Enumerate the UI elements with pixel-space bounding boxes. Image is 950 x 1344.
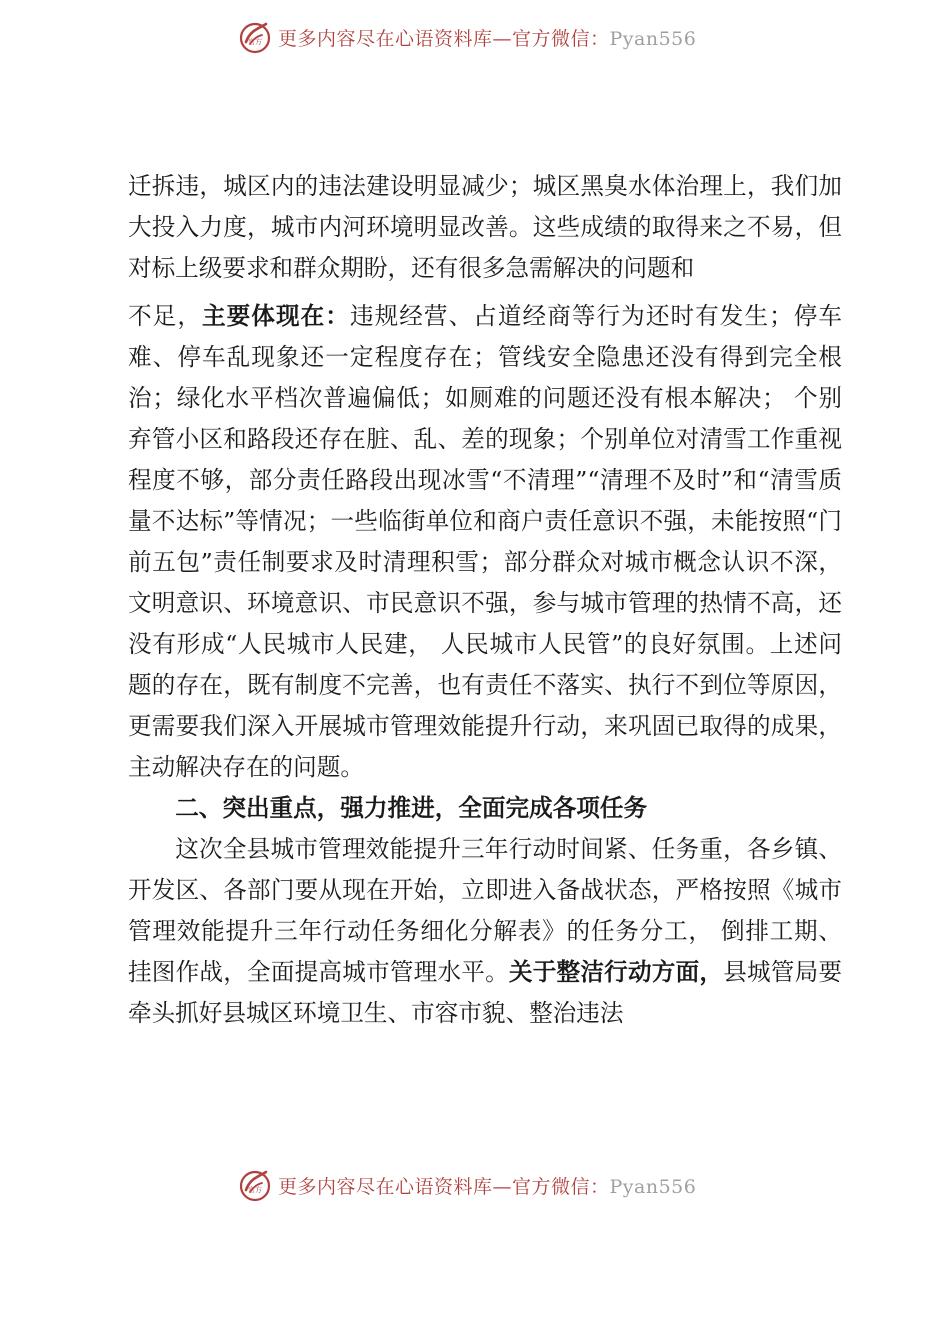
footer-watermark: [238, 1168, 696, 1202]
paragraph-tasks: [128, 829, 842, 1034]
library-logo-icon: [238, 20, 272, 54]
problems-lead: 不足，: [128, 302, 202, 330]
paragraph-problems: [128, 296, 842, 788]
tasks-bold-label: 关于整洁行动方面，: [508, 958, 724, 986]
svg-text:官方: 官方: [248, 1186, 262, 1194]
header-watermark: [238, 20, 696, 54]
section-heading-2: 二、突出重点，强力推进，全面完成各项任务: [175, 794, 648, 822]
watermark-wechat-id: Pyan556: [609, 1175, 697, 1198]
library-logo-icon: [238, 1168, 272, 1202]
watermark-slogan: 更多内容尽在心语资料库—官方微信：: [278, 27, 610, 50]
problems-text: 违规经营、占道经商等行为还时有发生；停车难、停车乱现象还一定程度存在；管线安全隐患还没有得到完全根治；绿化水平档次普遍偏低；如厕难的问题还没有根本解决； 个别弃管小区和路段还存在脏、乱、差的现象；个别单位对清雪工作重视程度不够，部分责任路段出现冰雪“不清理”“清理不及时”和“清雪质量不达标”等情况；一些临街单位和商户责任意识不强，未能按照“门前五包”责任制要求及时清理积雪；部分群众对城市概念认识不深，文明意识、环境意识、市民意识不强，参与城市管理的热情不高，还没有形成“人民城市人民建， 人民城市人民管”的良好氛围。上述问题的存在，既有制度不完善，也有责任不落实、执行不到位等原因，更需要我们深入开展城市管理效能提升行动，来巩固已取得的成果，主动解决存在的问题。: [128, 302, 843, 781]
tasks-text: 这次全县城市管理效能提升三年行动时间紧、任务重，各乡镇、开发区、各部门要从现在开始，立即进入备战状态，严格按照《城市管理效能提升三年行动任务细化分解表》的任务分工， 倒排工期、挂图作战，全面提高城市管理水平。: [128, 835, 842, 986]
paragraph-achievements: 迁拆违，城区内的违法建设明显减少；城区黑臭水体治理上，我们加大投入力度，城市内河环境明显改善。这些成绩的取得来之不易，但对标上级要求和群众期盼，还有很多急需解决的问题和: [128, 172, 842, 282]
watermark-wechat-id: Pyan556: [609, 27, 697, 50]
watermark-slogan: 更多内容尽在心语资料库—官方微信：: [278, 1175, 610, 1198]
watermark-text: [278, 1172, 696, 1199]
svg-text:官方: 官方: [248, 38, 262, 46]
watermark-text: [278, 24, 696, 51]
document-body: [128, 166, 842, 1034]
tasks-continuation: 县城管局要牵头抓好县城区环境卫生、市容市貌、整治违法: [128, 958, 843, 1027]
problems-bold-label: 主要体现在：: [201, 302, 350, 330]
